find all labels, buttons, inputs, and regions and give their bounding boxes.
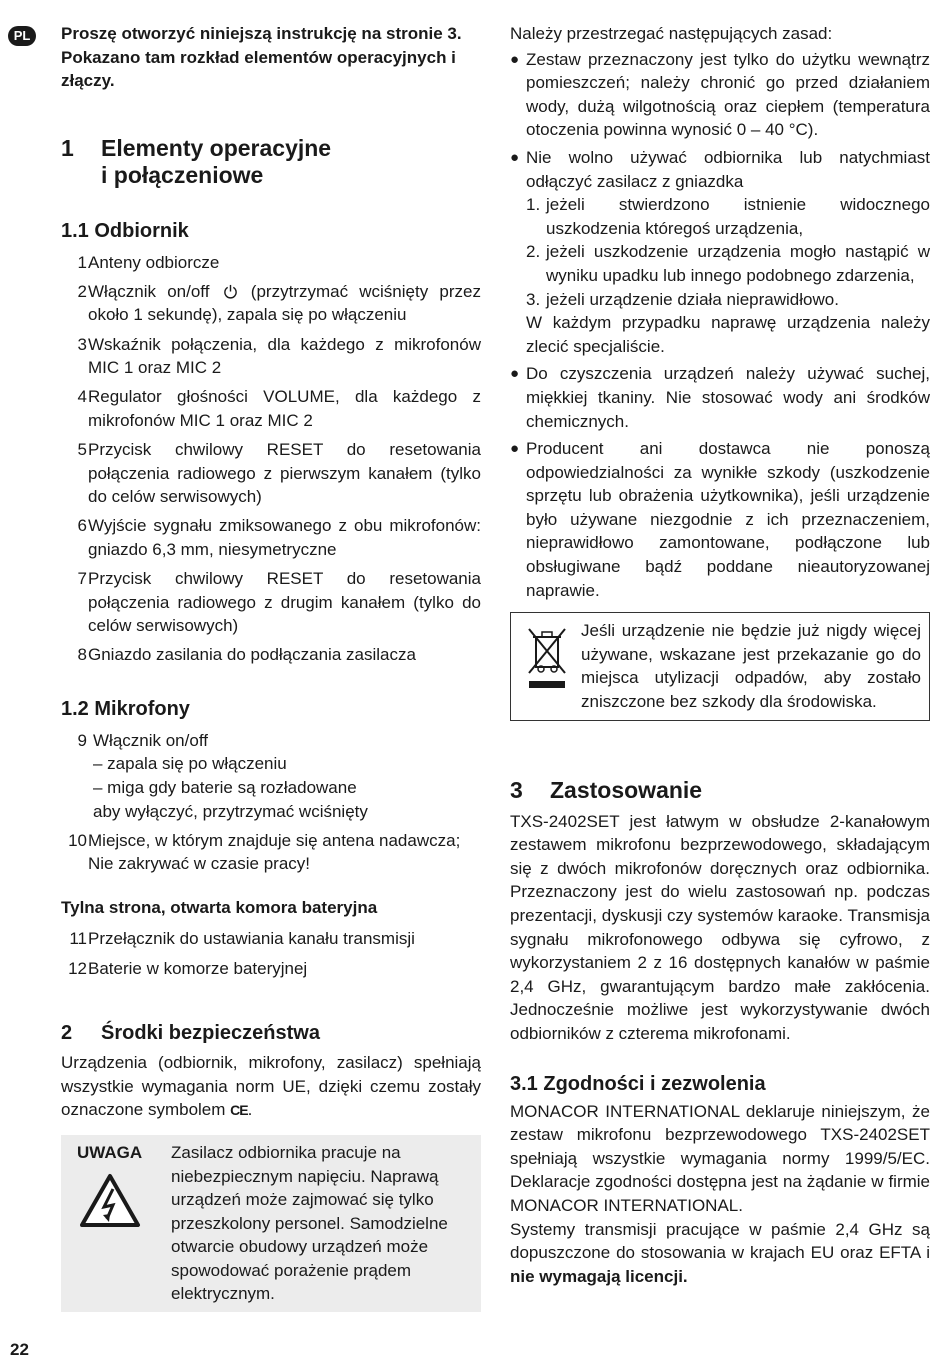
sub-item-text: jeżeli urządzenie działa nieprawidłowo. — [546, 289, 839, 309]
item-number: 2 — [77, 281, 87, 301]
section-2-text-end: . — [247, 1100, 253, 1120]
item-number: 12 — [68, 958, 87, 978]
section-3-title: Zastosowanie — [550, 776, 703, 803]
section-1-title-line1: Elementy operacyjne — [101, 134, 332, 161]
item-text-post: (przytrzymać wciśnięty przez około 1 sekundę), zapala się po włączeniu — [88, 281, 481, 325]
list-item — [61, 438, 481, 509]
section-3-number: 3 — [510, 776, 523, 803]
item-text-pre: Włącznik on/off — [88, 281, 210, 301]
section-1-number: 1 — [61, 134, 74, 161]
warning-side — [69, 1141, 165, 1306]
section-3-heading — [510, 777, 930, 804]
section-3-paragraph: TXS-2402SET jest łatwym w obsłudze 2-kanałowym zestawem mikrofonu bezprzewodowego, składającym się z dwóch mikrofonów doręcznych oraz odbiornika. Przeznaczony jest do wielu zastosowań np. podczas prezentacji, dyskusji czy systemów karaoke. Transmisja sygnału mikrofonowego odbywa się cyfrowo, z wykorzystaniem 2 z 16 dostępnych kanałów w paśmie 2,4 GHz, gwarantującym bardzo małe zakłócenia. Jednocześnie możliwe jest wykorzystywanie dwóch odbiorników z czterema mikrofonami. — [510, 811, 930, 1043]
sub-item-number: 2. — [526, 242, 541, 262]
compliance-paragraph: MONACOR INTERNATIONAL deklaruje niniejszym, że zestaw mikrofonu bezprzewodowego TXS-2402SET spełniają wszystkie wymagania normy 1999/5/EC. Deklaracje zgodności dostępna jest na żądanie w firmie MONACOR INTERNATIONAL. — [510, 1101, 930, 1215]
rule-text: Do czyszczenia urządzeń należy używać suchej, miękkiej tkaniny. Nie stosować wody ani środków chemicznych. — [526, 364, 930, 431]
list-item — [510, 48, 930, 142]
intro-text: Proszę otworzyć niniejszą instrukcję na stronie 3. Pokazano tam rozkład elementów operacyjnych i złączy. — [61, 24, 462, 91]
rule-body — [526, 146, 930, 358]
sub-item-text: jeżeli uszkodzenie urządzenia mogło nastąpić w wyniku upadku lub innego podobnego zdarzenia, — [546, 242, 930, 285]
rule-text: Nie wolno używać odbiornika lub natychmiast odłączyć zasilacz z gniazdka — [526, 147, 930, 191]
crossed-bin-icon — [519, 623, 575, 693]
safety-rules-list — [510, 48, 930, 603]
ce-mark: CE — [230, 1102, 248, 1119]
section-2-text: Urządzenia (odbiornik, mikrofony, zasilacz) spełniają wszystkie wymagania norm UE, dzięki czemu zostały oznaczone symbolem — [61, 1053, 481, 1120]
section-2-heading — [61, 1020, 481, 1047]
item-text: Wyjście sygnału zmiksowanego z obu mikrofonów: gniazdo 6,3 mm, niesymetryczne — [88, 516, 481, 559]
item-number: 9 — [77, 730, 87, 750]
page-number: 22 — [10, 1340, 29, 1359]
item-number: 1 — [77, 252, 87, 272]
language-badge: PL — [8, 26, 36, 46]
item-text — [87, 729, 481, 823]
sub-item-number: 3. — [526, 289, 541, 309]
bullet-dot: ● — [510, 365, 520, 383]
item-text — [87, 829, 481, 876]
section-1-title-line2: i połączeniowe — [101, 161, 264, 188]
sub-item — [526, 240, 930, 287]
bullet-dot: ● — [510, 440, 520, 458]
section-3-1-heading: 3.1 Zgodności i zezwolenia — [510, 1072, 766, 1095]
section-1-1-heading: 1.1 Odbiornik — [61, 219, 189, 242]
list-item — [510, 437, 930, 602]
item-text — [87, 280, 481, 327]
license-text-bold: nie wymagają licencji. — [510, 1266, 688, 1286]
bullet-dot: ● — [510, 148, 520, 166]
list-item — [510, 362, 930, 433]
list-item — [61, 829, 481, 876]
section-1-heading — [61, 135, 481, 189]
item-number: 3 — [77, 334, 87, 354]
item-number: 5 — [77, 439, 87, 459]
list-item — [61, 957, 481, 981]
rules-intro: Należy przestrzegać następujących zasad: — [510, 24, 833, 43]
warning-label: UWAGA — [77, 1142, 143, 1162]
high-voltage-icon — [79, 1173, 141, 1229]
item-text: Baterie w komorze bateryjnej — [88, 958, 308, 978]
rule-tail: W każdym przypadku naprawę urządzenia należy zlecić specjaliście. — [526, 313, 930, 356]
list-item — [61, 385, 481, 432]
item-line: Włącznik on/off — [93, 730, 208, 750]
item-text: Anteny odbiorcze — [88, 252, 220, 272]
left-column — [61, 22, 481, 1312]
item-number: 7 — [77, 568, 87, 588]
microphone-list — [61, 729, 481, 876]
item-line: aby wyłączyć, przytrzymać wciśnięty — [93, 801, 368, 821]
item-number: 8 — [77, 645, 87, 665]
item-line: Miejsce, w którym znajduje się antena nadawcza; — [88, 830, 461, 850]
item-number: 11 — [69, 929, 87, 949]
weee-box — [510, 612, 930, 720]
license-paragraph — [510, 1218, 930, 1289]
sub-item-number: 1. — [526, 195, 541, 215]
back-list — [61, 927, 481, 980]
item-text: Wskaźnik połączenia, dla każdego z mikrofonów MIC 1 oraz MIC 2 — [88, 334, 481, 378]
item-line: Nie zakrywać w czasie pracy! — [88, 854, 311, 874]
warning-text: Zasilacz odbiornika pracuje na niebezpiecznym napięciu. Naprawą urządzeń może zajmować się tylko przeszkolony personel. Samodzielne otwarcie obudowy urządzeń może spowodować porażenie prądem elektrycznym. — [171, 1142, 448, 1304]
rule-text: Zestaw przeznaczony jest tylko do użytku wewnątrz pomieszczeń; należy chronić go przed działaniem wody, dużą wilgotnością oraz ciepłem (temperatura otoczenia powinna wynosić 0 – 40 °C). — [526, 49, 930, 140]
section-1-2-heading: 1.2 Mikrofony — [61, 697, 190, 720]
item-number: 4 — [77, 387, 87, 407]
list-item — [61, 927, 481, 951]
list-item — [61, 514, 481, 561]
back-side-heading: Tylna strona, otwarta komora bateryjna — [61, 897, 378, 917]
list-item — [61, 251, 481, 275]
item-text: Przycisk chwilowy RESET do resetowania połączenia radiowego z pierwszym kanałem (tylko do celów serwisowych) — [88, 439, 481, 507]
item-text: Gniazdo zasilania do podłączania zasilacza — [88, 645, 416, 665]
section-2-number: 2 — [61, 1022, 73, 1045]
item-text: Regulator głośności VOLUME, dla każdego z mikrofonów MIC 1 oraz MIC 2 — [88, 387, 481, 430]
list-item — [61, 280, 481, 327]
sub-item — [526, 193, 930, 240]
list-item — [61, 729, 481, 823]
list-item — [61, 333, 481, 380]
sub-item-text: jeżeli stwierdzono istnienie widocznego uszkodzenia któregoś urządzenia, — [546, 195, 930, 238]
section-2-paragraph — [61, 1051, 481, 1123]
license-text: Systemy transmisji pracujące w paśmie 2,4 GHz są dopuszczone do stosowania w krajach EU oraz EFTA i — [510, 1219, 930, 1263]
item-number: 6 — [77, 516, 87, 536]
warning-box — [61, 1135, 481, 1312]
list-item — [510, 146, 930, 358]
right-column — [510, 22, 930, 1288]
section-2-title: Środki bezpieczeństwa — [101, 1022, 320, 1045]
receiver-list — [61, 251, 481, 667]
bullet-dot: ● — [510, 50, 520, 68]
list-item — [61, 567, 481, 638]
power-icon — [223, 284, 238, 299]
list-item — [61, 643, 481, 667]
item-line: – miga gdy baterie są rozładowane — [93, 777, 357, 797]
item-text: Przełącznik do ustawiania kanału transmisji — [88, 929, 415, 949]
item-number: 10 — [68, 830, 87, 850]
item-line: – zapala się po włączeniu — [93, 754, 287, 774]
sub-item — [526, 288, 930, 312]
item-text: Przycisk chwilowy RESET do resetowania połączenia radiowego z drugim kanałem (tylko do celów serwisowych) — [88, 568, 481, 636]
weee-text: Jeśli urządzenie nie będzie już nigdy więcej używane, wskazane jest przekazanie go do miejsca utylizacji odpadów, aby zostało zniszczone bez szkody dla środowiska. — [581, 621, 921, 712]
rule-text: Producent ani dostawca nie ponoszą odpowiedzialności za wynikłe szkody (uszkodzenie sprzętu lub obrażenia użytkownika), jeśli urządzenie było używane niezgodnie z ich przeznaczeniem, nieprawidłowo zamontowane, podłączone lub obsługiwane bądź poddane nieautoryzowanej naprawie. — [526, 439, 930, 600]
